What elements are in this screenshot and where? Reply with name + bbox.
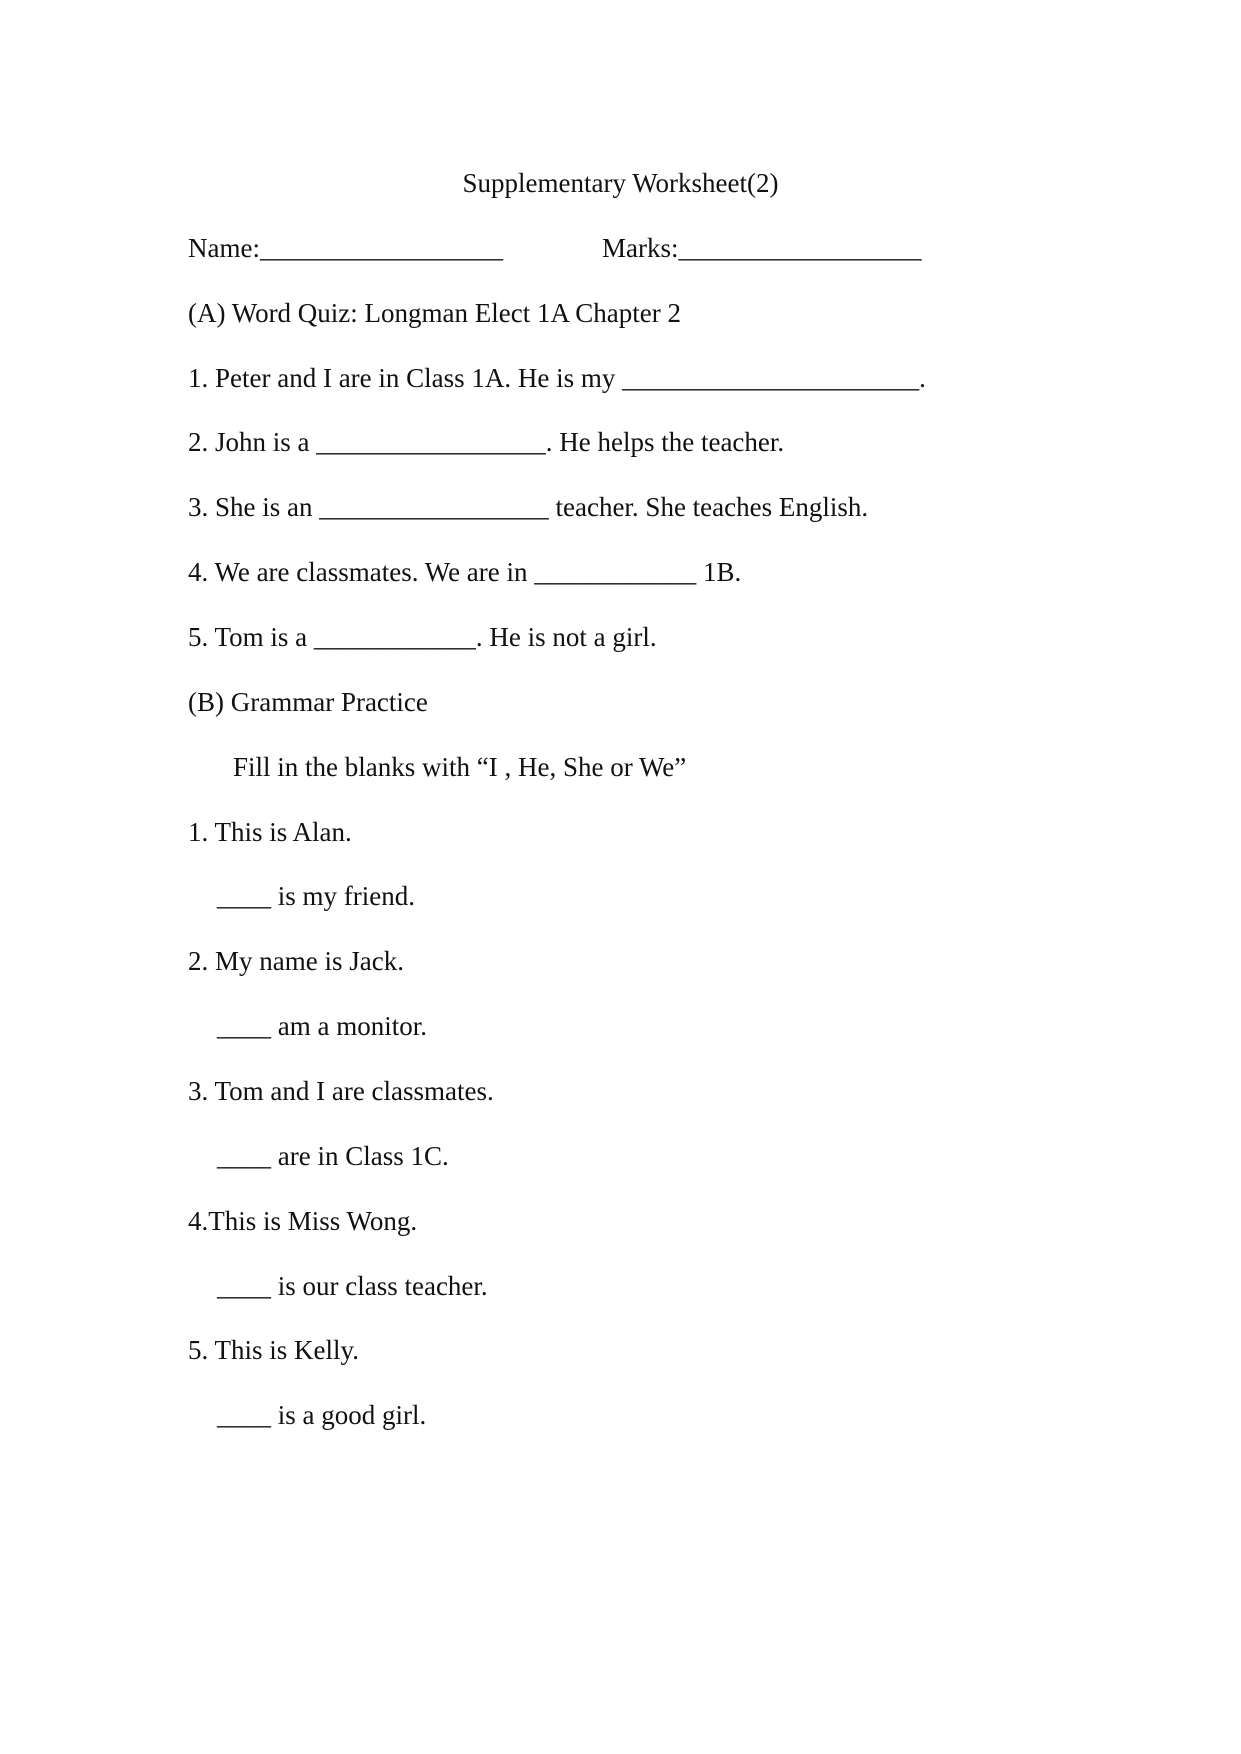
grammar-item-1-answer-line: ____ is my friend. (217, 881, 415, 911)
grammar-item-5-prompt: 5. This is Kelly. (188, 1335, 360, 1365)
grammar-item-3-prompt: 3. Tom and I are classmates. (188, 1076, 494, 1106)
marks-field: Marks:__________________ (602, 233, 922, 263)
grammar-item-1-prompt: 1. This is Alan. (188, 817, 352, 847)
grammar-item-3-answer-line: ____ are in Class 1C. (217, 1141, 449, 1171)
worksheet-title: Supplementary Worksheet(2) (462, 168, 779, 198)
word-quiz-item-1: 1. Peter and I are in Class 1A. He is my ______________________. (188, 363, 926, 393)
grammar-item-2-prompt: 2. My name is Jack. (188, 946, 404, 976)
section-b-instruction: Fill in the blanks with “I , He, She or We” (233, 752, 687, 782)
grammar-item-4-prompt: 4.This is Miss Wong. (188, 1206, 418, 1236)
grammar-item-4-answer-line: ____ is our class teacher. (217, 1271, 488, 1301)
grammar-item-5-answer-line: ____ is a good girl. (217, 1400, 427, 1430)
word-quiz-item-2: 2. John is a _________________. He helps the teacher. (188, 427, 785, 457)
section-b-heading: (B) Grammar Practice (188, 687, 428, 717)
word-quiz-item-4: 4. We are classmates. We are in ____________ 1B. (188, 557, 742, 587)
grammar-item-2-answer-line: ____ am a monitor. (217, 1011, 427, 1041)
section-a-heading: (A) Word Quiz: Longman Elect 1A Chapter 2 (188, 298, 681, 328)
name-field: Name:__________________ (188, 233, 503, 263)
word-quiz-item-3: 3. She is an _________________ teacher. She teaches English. (188, 492, 869, 522)
word-quiz-item-5: 5. Tom is a ____________. He is not a girl. (188, 622, 657, 652)
